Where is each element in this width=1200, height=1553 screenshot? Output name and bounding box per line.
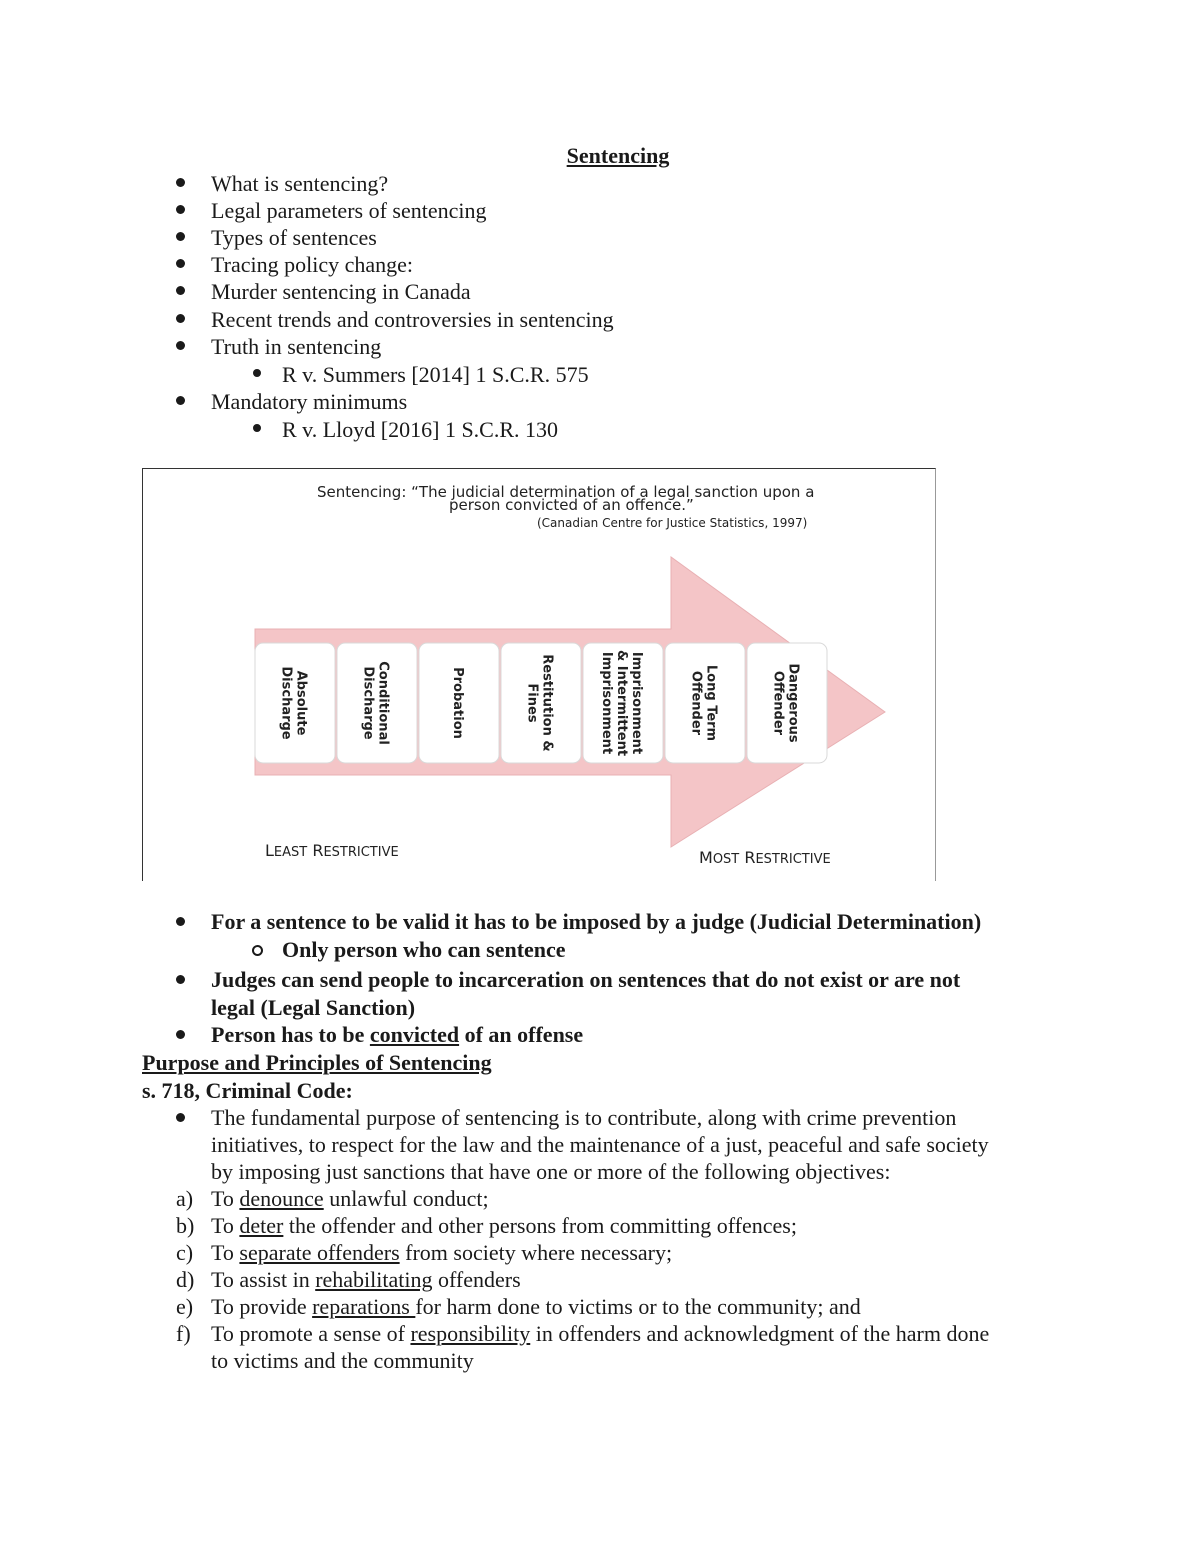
bullet (176, 178, 185, 187)
paragraph-line: by imposing just sanctions that have one or more of the following objectives: (211, 1159, 891, 1184)
most-restrictive-label: MOST RESTRICTIVE (699, 848, 831, 867)
objective-letter: e) (176, 1294, 194, 1319)
objective-item: To assist in rehabilitating offenders (211, 1267, 521, 1292)
bold-point-cont: legal (Legal Sanction) (211, 995, 416, 1020)
paragraph-line: initiatives, to respect for the law and the maintenance of a just, peaceful and safe society (211, 1132, 989, 1157)
list-item-nested: R v. Lloyd [2016] 1 S.C.R. 130 (282, 417, 559, 442)
sentencing-spectrum-diagram (142, 468, 936, 881)
objective-letter: f) (176, 1321, 191, 1346)
bullet (176, 975, 185, 984)
page-title: Sentencing (566, 143, 670, 168)
bullet (176, 232, 185, 241)
sentence-type-label: Imprisonment& IntermittentImprisonment (599, 649, 644, 757)
sentence-type-label: Probation (450, 667, 465, 739)
bullet (176, 286, 185, 295)
objective-item: To provide reparations for harm done to victims or to the community; and (211, 1294, 861, 1319)
bullet (176, 396, 185, 405)
objective-item: To denounce unlawful conduct; (211, 1186, 489, 1211)
definition-source: (Canadian Centre for Justice Statistics, 1997) (537, 516, 808, 530)
bold-point: Person has to be convicted of an offense (211, 1022, 584, 1047)
section-heading: Purpose and Principles of Sentencing (142, 1050, 492, 1075)
objective-item: To deter the offender and other persons from committing offences; (211, 1213, 797, 1238)
bullet (176, 1030, 185, 1039)
paragraph-line: The fundamental purpose of sentencing is to contribute, along with crime prevention (211, 1105, 957, 1130)
hollow-bullet (252, 945, 263, 956)
sentence-type-label: Restitution &Fines (524, 654, 555, 752)
sentence-type-label: Long TermOffender (688, 664, 719, 742)
objective-cont: to victims and the community (211, 1348, 474, 1373)
list-item: Types of sentences (211, 225, 377, 250)
objective-letter: b) (176, 1213, 195, 1238)
bullet (176, 314, 185, 323)
sentence-type-label: ConditionalDischarge (360, 661, 391, 745)
bullet (253, 424, 261, 432)
list-item: Tracing policy change: (211, 252, 414, 277)
objective-letter: a) (176, 1186, 194, 1211)
objective-letter: d) (176, 1267, 195, 1292)
definition-line-1: Sentencing: “The judicial determination of a legal sanction upon a (317, 483, 815, 501)
objective-item: To separate offenders from society where necessary; (211, 1240, 673, 1265)
list-item-nested: R v. Summers [2014] 1 S.C.R. 575 (282, 362, 589, 387)
objective-letter: c) (176, 1240, 194, 1265)
least-restrictive-label: LEAST RESTRICTIVE (265, 841, 399, 860)
list-item: What is sentencing? (211, 171, 389, 196)
sentence-type-label: AbsoluteDischarge (278, 666, 309, 740)
bullet (253, 369, 261, 377)
list-item: Mandatory minimums (211, 389, 408, 414)
bullet (176, 341, 185, 350)
bullet (176, 259, 185, 268)
objective-item: To promote a sense of responsibility in offenders and acknowledgment of the harm done (211, 1321, 990, 1346)
bold-point: Judges can send people to incarceration on sentences that do not exist or are not (211, 967, 961, 992)
bold-point: For a sentence to be valid it has to be imposed by a judge (Judicial Determination) (211, 909, 982, 934)
bullet (176, 1113, 185, 1122)
list-item: Legal parameters of sentencing (211, 198, 487, 223)
bold-subpoint: Only person who can sentence (282, 937, 566, 962)
list-item: Truth in sentencing (211, 334, 382, 359)
definition-line-2: person convicted of an offence.” (449, 496, 694, 514)
code-reference: s. 718, Criminal Code: (142, 1078, 353, 1103)
list-item: Recent trends and controversies in sentencing (211, 307, 614, 332)
bullet (176, 205, 185, 214)
list-item: Murder sentencing in Canada (211, 279, 471, 304)
sentence-type-boxes (255, 643, 827, 763)
bullet (176, 917, 185, 926)
sentence-type-label: DangerousOffender (770, 663, 801, 743)
